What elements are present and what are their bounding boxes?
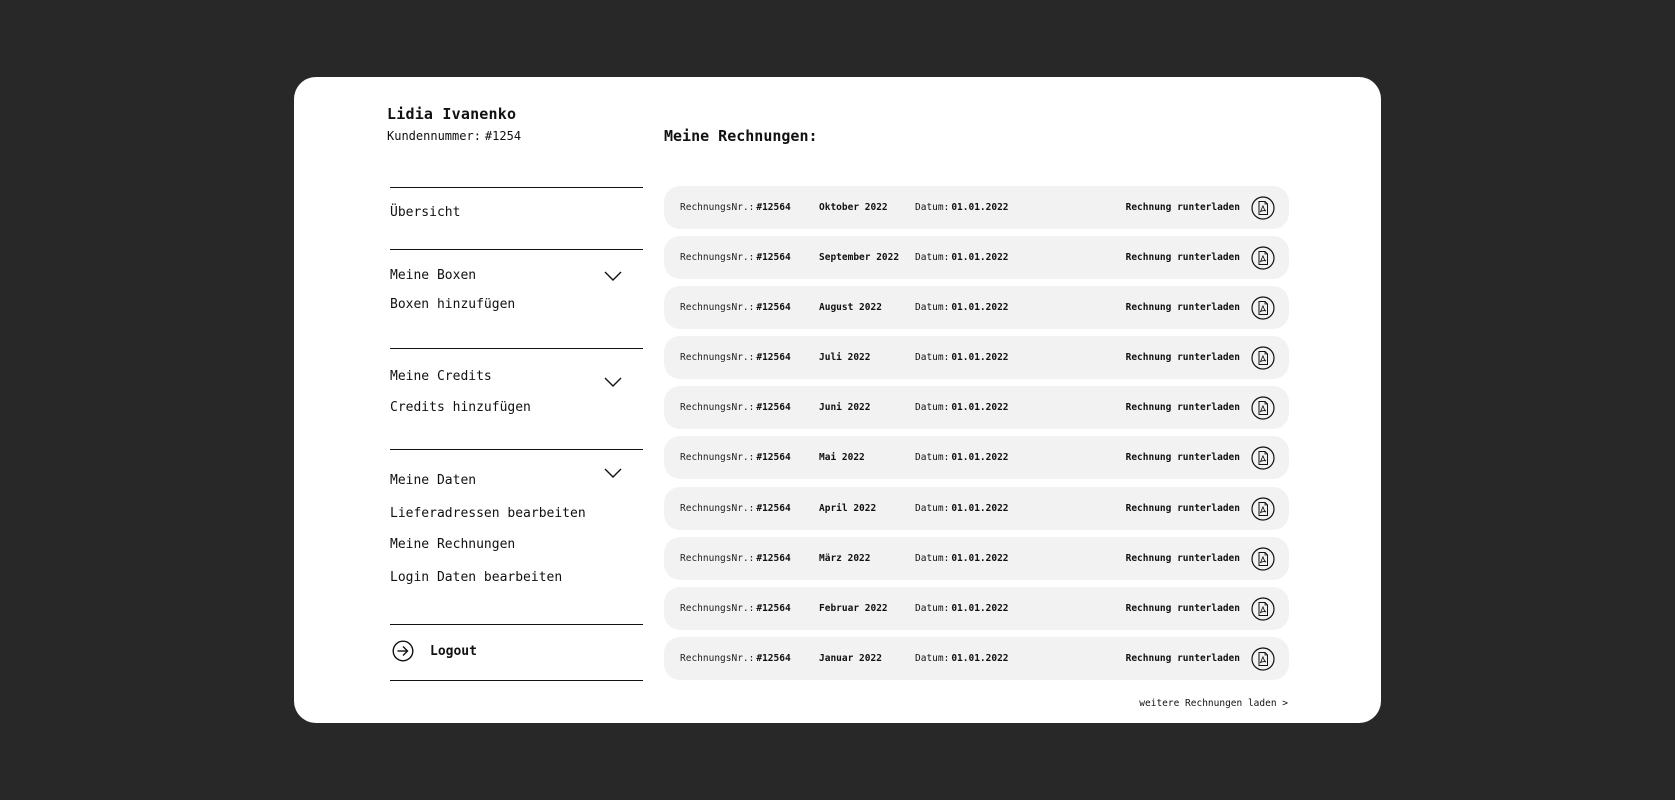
- invoice-number-value: #12564: [756, 552, 791, 564]
- invoice-row: [664, 236, 1289, 279]
- invoice-date: [915, 336, 1009, 379]
- pdf-download-icon[interactable]: [1251, 196, 1275, 220]
- invoice-month: Januar 2022: [819, 652, 882, 664]
- invoice-date-label: Datum:: [915, 502, 950, 514]
- invoice-row: [664, 436, 1289, 479]
- invoice-date-value: 01.01.2022: [951, 252, 1009, 264]
- download-invoice-link[interactable]: Rechnung runterladen: [1125, 252, 1240, 264]
- invoice-date-label: Datum:: [915, 552, 950, 564]
- pdf-download-icon[interactable]: [1251, 346, 1275, 370]
- invoice-row: [664, 286, 1289, 329]
- invoice-date: [915, 637, 1009, 680]
- invoice-date-value: 01.01.2022: [951, 552, 1009, 564]
- download-invoice-link[interactable]: Rechnung runterladen: [1125, 202, 1240, 213]
- invoice-date-label: Datum:: [915, 302, 950, 314]
- customer-number-label: Kundennummer:: [387, 129, 481, 143]
- invoice-date-label: Datum:: [915, 352, 950, 364]
- invoice-row: [664, 587, 1289, 630]
- invoice-date-label: Datum:: [915, 602, 950, 614]
- invoice-date-value: 01.01.2022: [951, 202, 1009, 213]
- pdf-download-icon[interactable]: [1251, 647, 1275, 671]
- invoice-number-value: #12564: [756, 252, 791, 264]
- invoice-number: [680, 386, 791, 429]
- page-title: Meine Rechnungen:: [664, 127, 818, 145]
- invoice-month: Mai 2022: [819, 452, 865, 464]
- invoice-number-label: RechnungsNr.:: [680, 302, 755, 314]
- chevron-down-icon[interactable]: [604, 270, 622, 282]
- invoice-month: April 2022: [819, 502, 877, 514]
- invoice-number-value: #12564: [756, 352, 791, 364]
- nav-meine-credits[interactable]: Meine Credits: [390, 369, 492, 384]
- invoice-number-label: RechnungsNr.:: [680, 502, 755, 514]
- divider: [390, 249, 643, 250]
- logout-button[interactable]: [392, 640, 477, 662]
- nav-meine-boxen[interactable]: Meine Boxen: [390, 268, 477, 283]
- download-invoice-link[interactable]: Rechnung runterladen: [1125, 302, 1240, 314]
- invoice-number-value: #12564: [756, 302, 791, 314]
- invoice-month: Oktober 2022: [819, 202, 888, 213]
- invoice-number-value: #12564: [756, 652, 791, 664]
- invoice-date: [915, 286, 1009, 329]
- invoice-number-value: #12564: [756, 502, 791, 514]
- invoice-number-value: #12564: [756, 402, 791, 414]
- invoice-number: [680, 487, 791, 530]
- download-invoice-link[interactable]: Rechnung runterladen: [1125, 352, 1240, 364]
- logout-label: Logout: [430, 643, 477, 659]
- invoice-number: [680, 286, 791, 329]
- invoice-month: September 2022: [819, 252, 900, 264]
- invoice-date-label: Datum:: [915, 452, 950, 464]
- invoice-number: [680, 236, 791, 279]
- download-invoice-link[interactable]: Rechnung runterladen: [1125, 502, 1240, 514]
- invoice-date-label: Datum:: [915, 402, 950, 414]
- chevron-down-icon[interactable]: [604, 467, 622, 479]
- invoice-number-label: RechnungsNr.:: [680, 602, 755, 614]
- invoice-number: [680, 336, 791, 379]
- invoice-date-label: Datum:: [915, 252, 950, 264]
- divider: [390, 187, 643, 188]
- nav-lieferadressen[interactable]: Lieferadressen bearbeiten: [390, 506, 586, 521]
- arrow-right-circle-icon: [392, 640, 414, 662]
- user-name: Lidia Ivanenko: [387, 105, 517, 123]
- pdf-download-icon[interactable]: [1251, 396, 1275, 420]
- chevron-down-icon[interactable]: [604, 376, 622, 388]
- pdf-download-icon[interactable]: [1251, 296, 1275, 320]
- load-more-link[interactable]: weitere Rechnungen laden >: [1139, 698, 1288, 709]
- customer-number-value: #1254: [484, 129, 522, 143]
- invoice-row: [664, 537, 1289, 580]
- invoice-number-label: RechnungsNr.:: [680, 652, 755, 664]
- download-invoice-link[interactable]: Rechnung runterladen: [1125, 452, 1240, 464]
- invoice-date-label: Datum:: [915, 202, 950, 213]
- invoice-month: März 2022: [819, 552, 871, 564]
- invoice-date: [915, 186, 1009, 229]
- invoice-number-label: RechnungsNr.:: [680, 402, 755, 414]
- pdf-download-icon[interactable]: [1251, 547, 1275, 571]
- account-card: [294, 77, 1381, 723]
- invoice-number: [680, 587, 791, 630]
- invoice-month: Juli 2022: [819, 352, 871, 364]
- pdf-download-icon[interactable]: [1251, 597, 1275, 621]
- nav-meine-rechnungen[interactable]: Meine Rechnungen: [390, 537, 516, 552]
- invoice-row: [664, 386, 1289, 429]
- invoice-number: [680, 436, 791, 479]
- pdf-download-icon[interactable]: [1251, 246, 1275, 270]
- invoice-number-value: #12564: [756, 202, 791, 213]
- invoice-date: [915, 487, 1009, 530]
- invoice-number-label: RechnungsNr.:: [680, 202, 755, 213]
- nav-meine-daten[interactable]: Meine Daten: [390, 473, 477, 488]
- nav-credits-hinzufuegen[interactable]: Credits hinzufügen: [390, 400, 531, 415]
- invoice-number-label: RechnungsNr.:: [680, 352, 755, 364]
- invoice-date-value: 01.01.2022: [951, 602, 1009, 614]
- download-invoice-link[interactable]: Rechnung runterladen: [1125, 402, 1240, 414]
- invoice-date-value: 01.01.2022: [951, 502, 1009, 514]
- invoice-list: [664, 186, 1289, 687]
- invoice-month: Februar 2022: [819, 602, 888, 614]
- pdf-download-icon[interactable]: [1251, 497, 1275, 521]
- invoice-date: [915, 386, 1009, 429]
- invoice-number-label: RechnungsNr.:: [680, 452, 755, 464]
- invoice-date-value: 01.01.2022: [951, 652, 1009, 664]
- invoice-number-label: RechnungsNr.:: [680, 252, 755, 264]
- invoice-number: [680, 637, 791, 680]
- invoice-date: [915, 587, 1009, 630]
- invoice-number: [680, 537, 791, 580]
- invoice-number-label: RechnungsNr.:: [680, 552, 755, 564]
- invoice-date: [915, 537, 1009, 580]
- invoice-date-value: 01.01.2022: [951, 402, 1009, 414]
- pdf-download-icon[interactable]: [1251, 446, 1275, 470]
- invoice-date-value: 01.01.2022: [951, 352, 1009, 364]
- invoice-number: [680, 186, 791, 229]
- customer-number: [387, 129, 521, 143]
- invoice-month: August 2022: [819, 302, 882, 314]
- nav-overview[interactable]: Übersicht: [390, 205, 461, 220]
- download-invoice-link[interactable]: Rechnung runterladen: [1125, 552, 1240, 564]
- invoice-row: [664, 637, 1289, 680]
- invoice-date: [915, 436, 1009, 479]
- nav-login-daten[interactable]: Login Daten bearbeiten: [390, 570, 563, 585]
- download-invoice-link[interactable]: Rechnung runterladen: [1125, 602, 1240, 614]
- invoice-date-value: 01.01.2022: [951, 302, 1009, 314]
- divider: [390, 449, 643, 450]
- invoice-row: [664, 186, 1289, 229]
- invoice-month: Juni 2022: [819, 402, 871, 414]
- invoice-row: [664, 336, 1289, 379]
- download-invoice-link[interactable]: Rechnung runterladen: [1125, 652, 1240, 664]
- invoice-date-value: 01.01.2022: [951, 452, 1009, 464]
- invoice-date: [915, 236, 1009, 279]
- invoice-number-value: #12564: [756, 452, 791, 464]
- nav-boxen-hinzufuegen[interactable]: Boxen hinzufügen: [390, 297, 516, 312]
- divider: [390, 624, 643, 625]
- invoice-row: [664, 487, 1289, 530]
- divider: [390, 680, 643, 681]
- divider: [390, 348, 643, 349]
- invoice-number-value: #12564: [756, 602, 791, 614]
- invoice-date-label: Datum:: [915, 652, 950, 664]
